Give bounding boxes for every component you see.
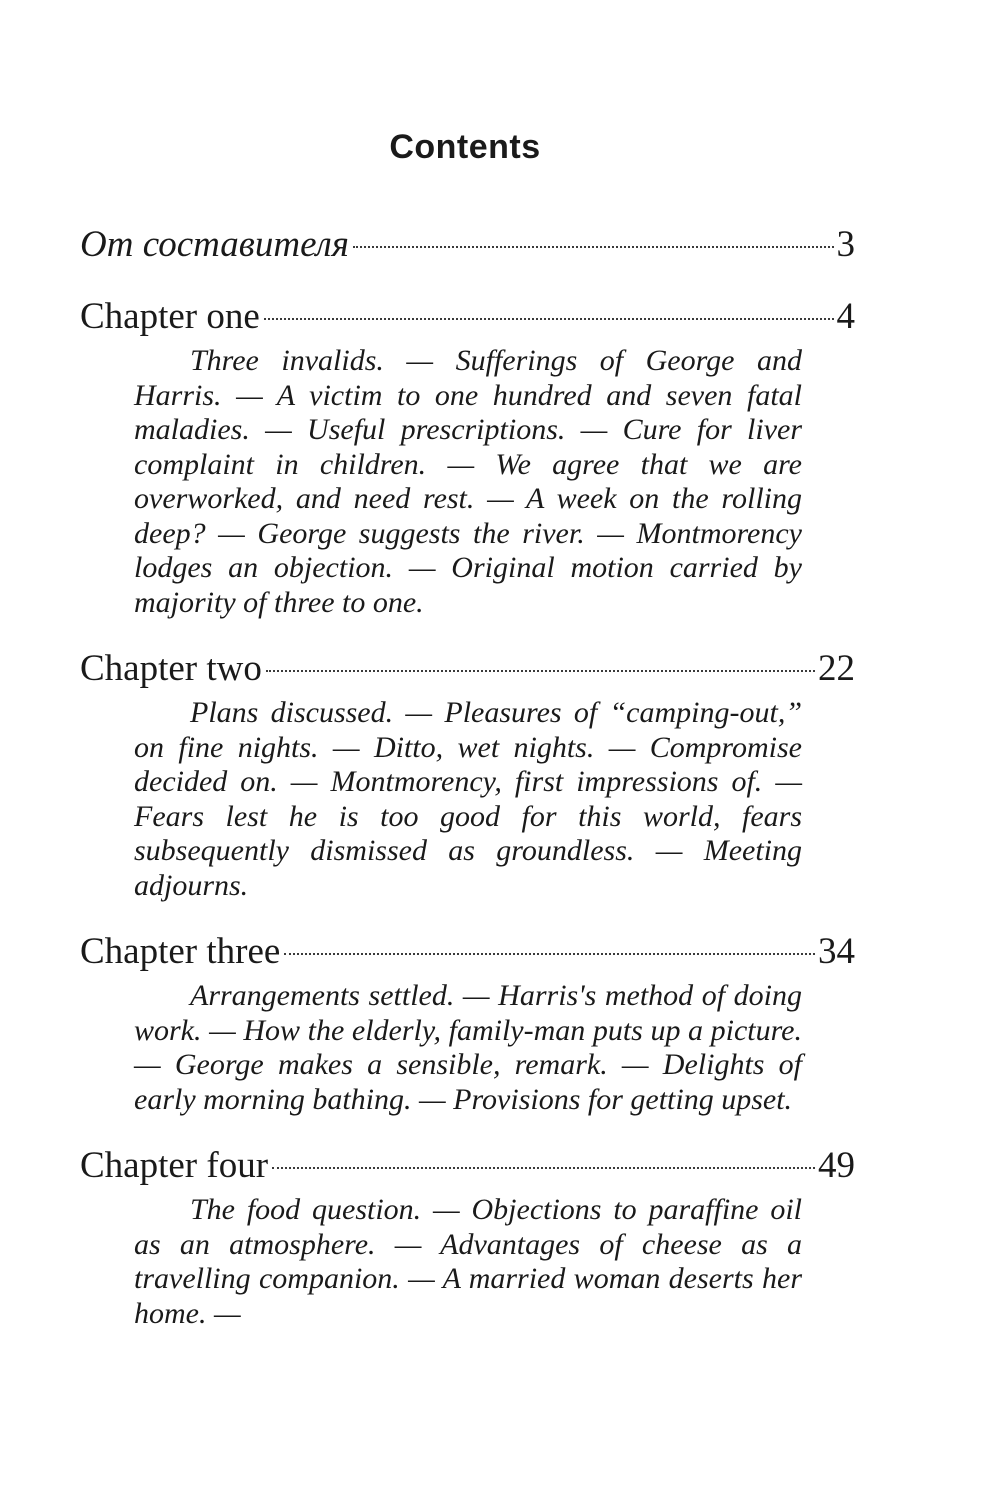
toc-entry-chapter-four xyxy=(80,1143,855,1331)
toc-entry-chapter-two xyxy=(80,646,855,903)
page-number: 4 xyxy=(836,296,855,337)
table-of-contents xyxy=(80,222,855,1357)
page-number: 34 xyxy=(818,931,855,972)
page-number: 49 xyxy=(818,1145,855,1186)
dot-leader xyxy=(266,670,815,672)
entry-title: Chapter four xyxy=(80,1145,269,1186)
dot-leader xyxy=(272,1167,815,1169)
entry-title: Chapter three xyxy=(80,931,281,972)
entry-title: От составителя xyxy=(80,224,349,265)
toc-entry-chapter-one xyxy=(80,294,855,620)
toc-entry-preface xyxy=(80,222,855,268)
toc-entry-chapter-three xyxy=(80,929,855,1117)
toc-entry-line[interactable] xyxy=(80,294,855,340)
chapter-summary: Arrangements settled. — Harris's method of doing work. — How the elderly, family-man puts up a picture. — George makes a sensible, remark. — Delights of early morning bathing. — Provisions for getting upset. xyxy=(134,979,802,1116)
toc-entry-line[interactable] xyxy=(80,222,855,268)
dot-leader xyxy=(284,953,815,955)
chapter-summary: Three invalids. — Sufferings of George and Harris. — A victim to one hundred and seven fatal maladies. — Useful prescriptions. — Cure for liver complaint in children. — We agree that we are overworked, and need rest. — A week on the rolling deep? — George suggests the river. — Montmorency lodges an objection. — Original motion carried by majority of three to one. xyxy=(134,344,802,619)
page-number: 3 xyxy=(836,224,855,265)
toc-entry-line[interactable] xyxy=(80,646,855,692)
page-title: Contents xyxy=(389,128,541,166)
dot-leader xyxy=(264,318,834,320)
chapter-summary: Plans discussed. — Pleasures of “camping-out,” on fine nights. — Ditto, wet nights. — Compromise decided on. — Montmorency, first impressions of. —Fears lest he is too good for this world, fears subsequently dismissed as groundless. — Meeting adjourns. xyxy=(134,696,802,902)
page-number: 22 xyxy=(818,648,855,689)
dot-leader xyxy=(353,246,834,248)
toc-entry-line[interactable] xyxy=(80,1143,855,1189)
toc-entry-line[interactable] xyxy=(80,929,855,975)
chapter-summary: The food question. — Objections to paraffine oil as an atmosphere. — Advantages of cheese as a travelling companion. — A married woman deserts her home. — xyxy=(134,1193,802,1330)
entry-title: Chapter one xyxy=(80,296,260,337)
entry-title: Chapter two xyxy=(80,648,262,689)
